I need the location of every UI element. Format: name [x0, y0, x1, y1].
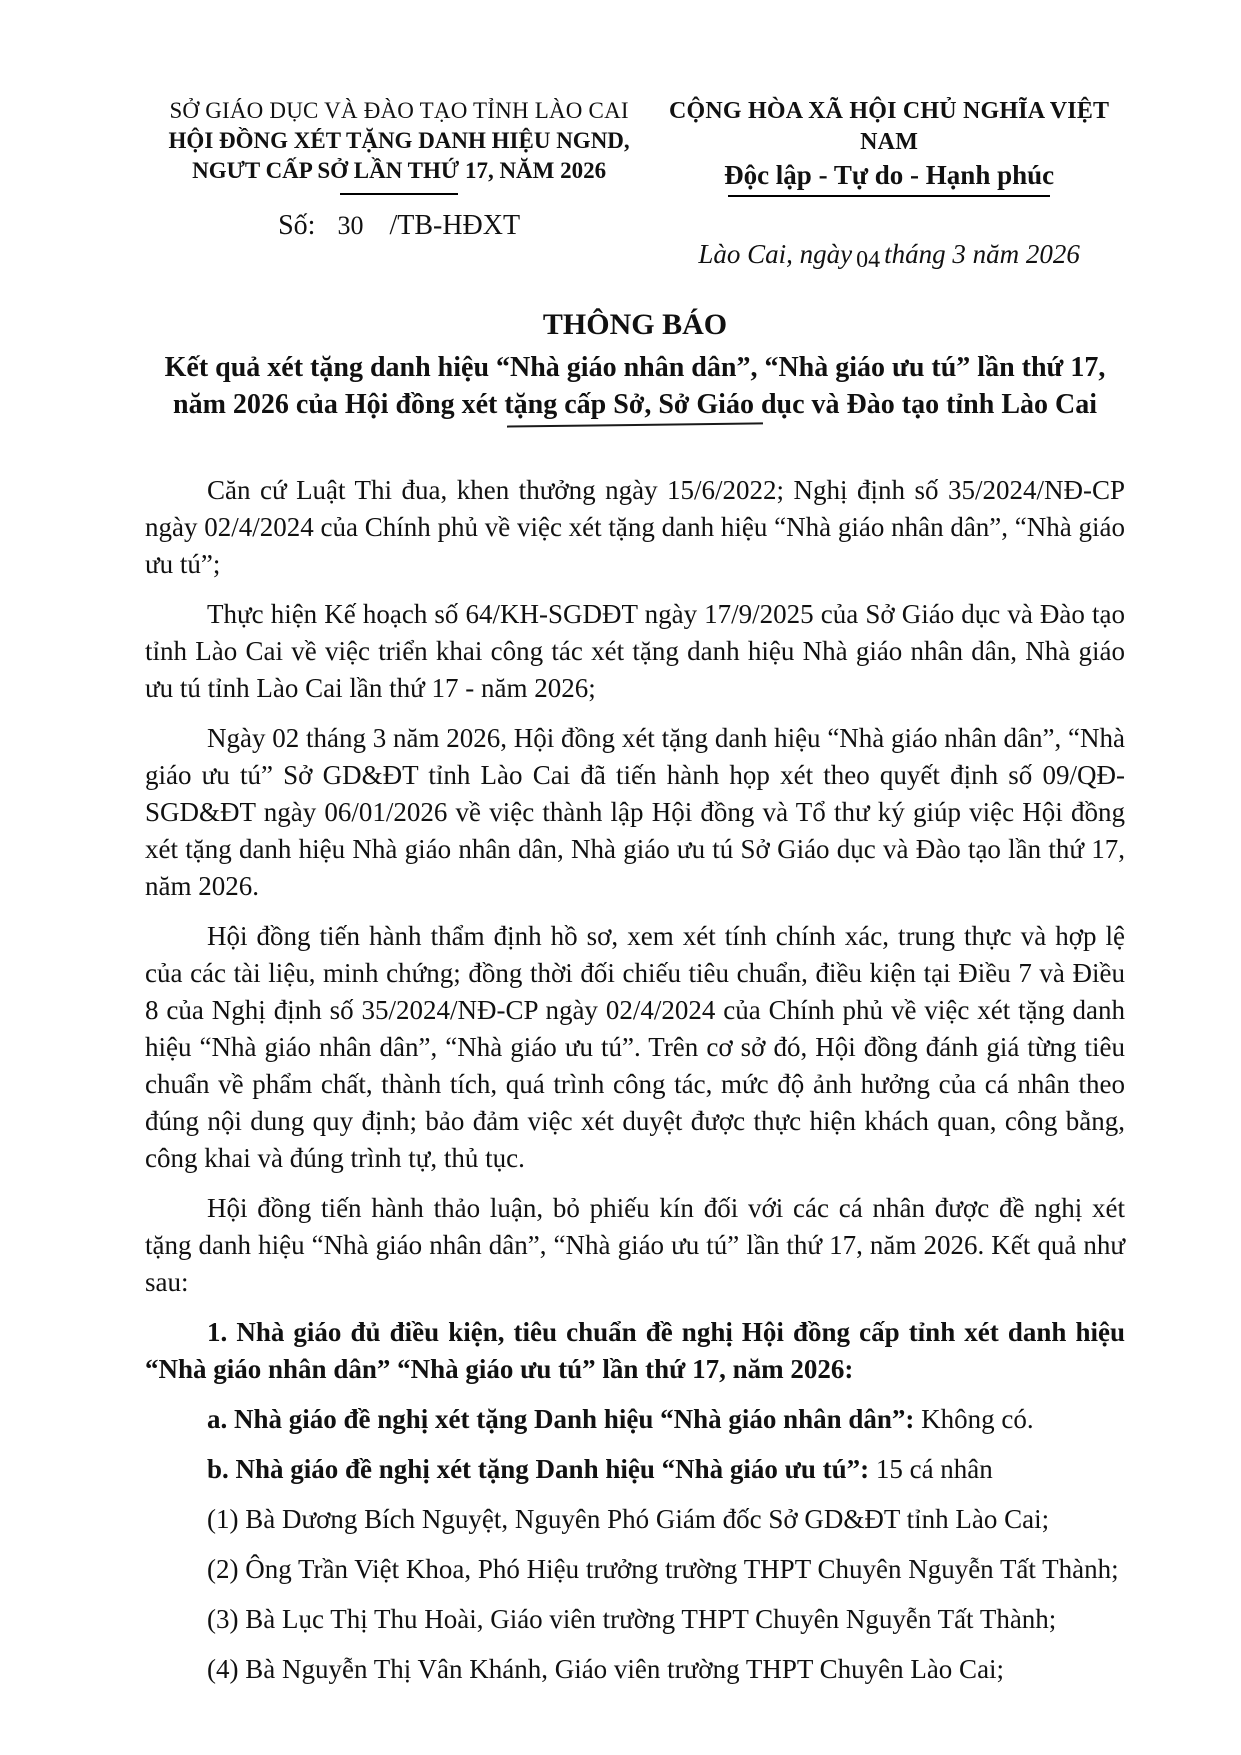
place-date-line — [653, 239, 1125, 273]
item-b-label: b. Nhà giáo đề nghị xét tặng Danh hiệu “Nhà giáo ưu tú”: — [207, 1454, 870, 1484]
item-a-label: a. Nhà giáo đề nghị xét tặng Danh hiệu “Nhà giáo nhân dân”: — [207, 1404, 915, 1434]
date-suffix: tháng 3 năm 2026 — [884, 239, 1080, 269]
nominee-list-item: (2) Ông Trần Việt Khoa, Phó Hiệu trưởng trường THPT Chuyên Nguyễn Tất Thành; — [207, 1554, 1119, 1584]
nominee-list-item: (4) Bà Nguyễn Thị Vân Khánh, Giáo viên trường THPT Chuyên Lào Cai; — [207, 1654, 1005, 1684]
national-header: CỘNG HÒA XÃ HỘI CHỦ NGHĨA VIỆT NAM — [668, 98, 1110, 155]
date-day-value: 04 — [856, 247, 881, 273]
item-b-line — [145, 1451, 1125, 1488]
title-separator-rule — [507, 422, 763, 427]
document-subtitle-line1: Kết quả xét tặng danh hiệu “Nhà giáo nhân dân”, “Nhà giáo ưu tú” lần thứ 17, — [164, 352, 1106, 383]
document-subtitle-line2: năm 2026 của Hội đồng xét tặng cấp Sở, Sở Giáo dục và Đào tạo tỉnh Lào Cai — [173, 389, 1097, 420]
item-a-value: Không có. — [914, 1404, 1034, 1434]
document-number-suffix: /TB-HĐXT — [389, 210, 521, 241]
document-subtitle — [145, 349, 1125, 423]
authority-name-line1: HỘI ĐỒNG XÉT TẶNG DANH HIỆU NGND, — [168, 128, 630, 153]
body-paragraph: Hội đồng tiến hành thảo luận, bỏ phiếu kín đối với các cá nhân được đề nghị xét tặng danh hiệu “Nhà giáo nhân dân”, “Nhà giáo ưu tú” lần thứ 17, năm 2026. Kết quả như sau: — [145, 1193, 1125, 1297]
document-number-value: 30 — [337, 211, 364, 240]
body-paragraph: Thực hiện Kế hoạch số 64/KH-SGDĐT ngày 17/9/2025 của Sở Giáo dục và Đào tạo tỉnh Lào Cai về việc triển khai công tác xét tặng danh hiệu Nhà giáo nhân dân, Nhà giáo ưu tú tỉnh Lào Cai lần thứ 17 - năm 2026; — [145, 599, 1125, 703]
document-body — [145, 472, 1125, 1688]
nominee-list-item: (3) Bà Lục Thị Thu Hoài, Giáo viên trường THPT Chuyên Nguyễn Tất Thành; — [207, 1604, 1057, 1634]
issuing-authority-block — [145, 96, 653, 243]
body-paragraph: Ngày 02 tháng 3 năm 2026, Hội đồng xét tặng danh hiệu “Nhà giáo nhân dân”, “Nhà giáo ưu tú” Sở GD&ĐT tỉnh Lào Cai đã tiến hành họp xét theo quyết định số 09/QĐ-SGD&ĐT ngày 06/01/2026 về việc thành lập Hội đồng và Tổ thư ký giúp việc Hội đồng xét tặng danh hiệu Nhà giáo nhân dân, Nhà giáo ưu tú Sở Giáo dục và Đào tạo lần thứ 17, năm 2026. — [145, 723, 1125, 901]
section-1-heading: 1. Nhà giáo đủ điều kiện, tiêu chuẩn đề nghị Hội đồng cấp tỉnh xét danh hiệu “Nhà giáo nhân dân” “Nhà giáo ưu tú” lần thứ 17, năm 2026: — [145, 1317, 1125, 1384]
motto-separator-rule — [728, 195, 1050, 197]
item-a-line — [145, 1401, 1125, 1438]
authority-name-line2: NGƯT CẤP SỞ LẦN THỨ 17, NĂM 2026 — [192, 158, 607, 183]
national-motto-block — [653, 96, 1125, 273]
document-number-label: Số: — [278, 210, 316, 241]
body-paragraph: Hội đồng tiến hành thẩm định hồ sơ, xem xét tính chính xác, trung thực và hợp lệ của các tài liệu, minh chứng; đồng thời đối chiếu tiêu chuẩn, điều kiện tại Điều 7 và Điều 8 của Nghị định số 35/2024/NĐ-CP ngày 02/4/2024 của Chính phủ về việc xét tặng danh hiệu “Nhà giáo nhân dân”, “Nhà giáo ưu tú”. Trên cơ sở đó, Hội đồng đánh giá từng tiêu chuẩn về phẩm chất, thành tích, quá trình công tác, mức độ ảnh hưởng của cá nhân theo đúng nội dung quy định; bảo đảm việc xét duyệt được thực hiện khách quan, công bằng, công khai và đúng trình tự, thủ tục. — [145, 921, 1125, 1173]
nominee-list-item: (1) Bà Dương Bích Nguyệt, Nguyên Phó Giám đốc Sở GD&ĐT tỉnh Lào Cai; — [207, 1504, 1050, 1534]
authority-separator-rule — [340, 193, 458, 195]
document-title-block — [145, 306, 1125, 426]
national-motto: Độc lập - Tự do - Hạnh phúc — [724, 160, 1055, 190]
document-header — [145, 96, 1125, 273]
date-prefix: Lào Cai, ngày — [698, 239, 853, 269]
item-b-value: 15 cá nhân — [869, 1454, 993, 1484]
document-number-line — [145, 209, 653, 243]
authority-parent-name: SỞ GIÁO DỤC VÀ ĐÀO TẠO TỈNH LÀO CAI — [169, 98, 629, 123]
document-type-title: THÔNG BÁO — [542, 308, 728, 341]
body-paragraph: Căn cứ Luật Thi đua, khen thưởng ngày 15/6/2022; Nghị định số 35/2024/NĐ-CP ngày 02/4/2024 của Chính phủ về việc xét tặng danh hiệu “Nhà giáo nhân dân”, “Nhà giáo ưu tú”; — [145, 475, 1125, 579]
